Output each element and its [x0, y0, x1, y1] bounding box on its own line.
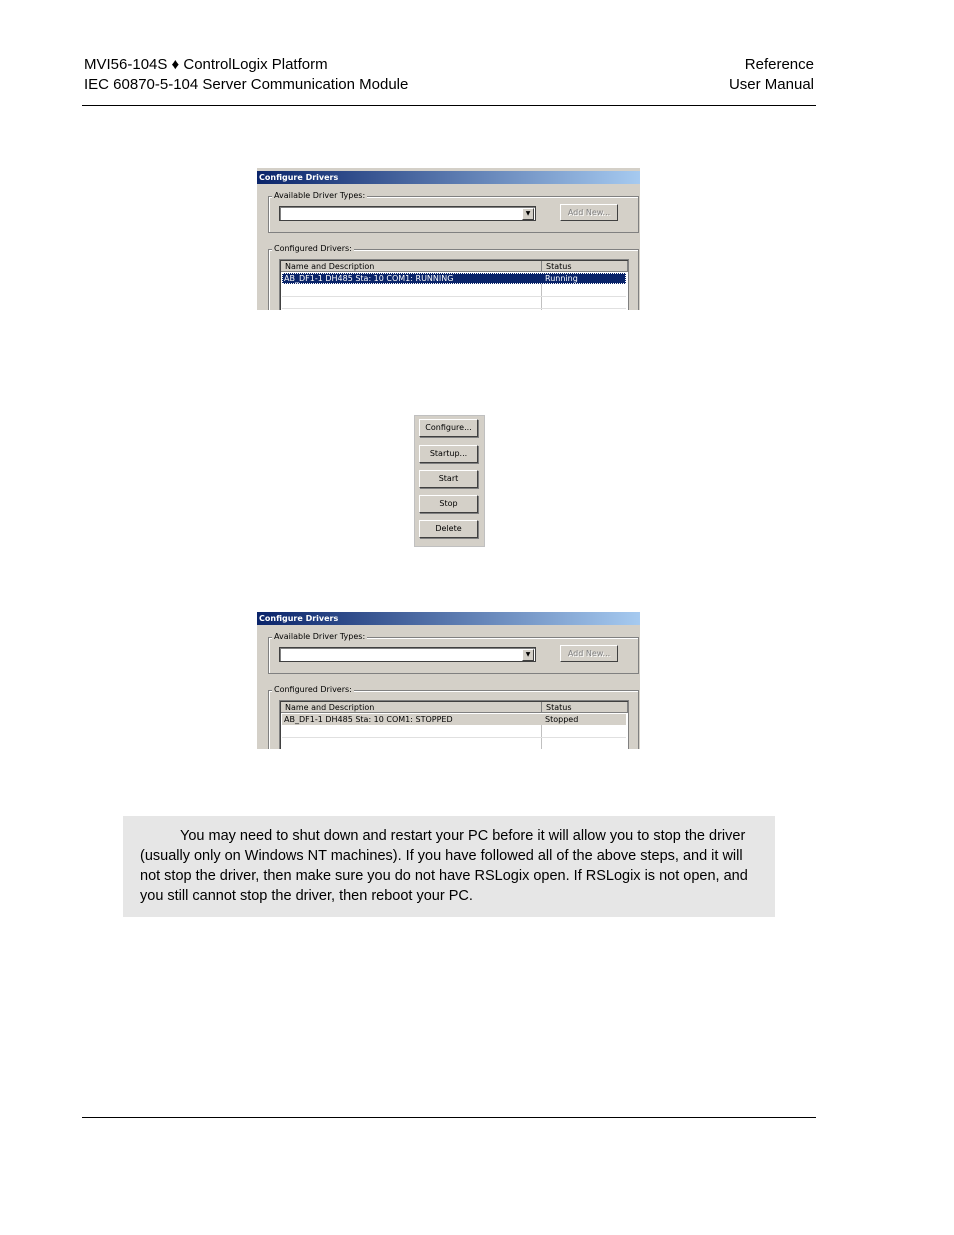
- note-box: [123, 816, 775, 917]
- header-doc-type: User Manual: [728, 76, 814, 93]
- available-driver-types-label: Available Driver Types:: [274, 191, 366, 200]
- driver-type-select[interactable]: [279, 647, 536, 662]
- chevron-down-icon[interactable]: ▼: [522, 208, 534, 220]
- header-left: [84, 55, 408, 95]
- header-product: MVI56-104S ♦ ControlLogix Platform: [84, 56, 328, 73]
- column-status-header[interactable]: Status: [542, 261, 628, 272]
- driver-name: AB_DF1-1 DH485 Sta: 10 COM1: RUNNING: [284, 274, 454, 283]
- dialog-title: Configure Drivers: [257, 612, 640, 625]
- configured-drivers-label: Configured Drivers:: [274, 244, 352, 253]
- column-name-header[interactable]: Name and Description: [281, 261, 542, 272]
- configured-drivers-list[interactable]: [279, 700, 629, 749]
- row-divider: [282, 296, 626, 297]
- column-name-header[interactable]: Name and Description: [281, 702, 542, 713]
- start-button[interactable]: Start: [419, 470, 478, 488]
- driver-status: Stopped: [545, 715, 579, 724]
- header-section: Reference: [744, 56, 814, 73]
- header-rule: [82, 105, 816, 106]
- chevron-down-icon[interactable]: ▼: [522, 649, 534, 661]
- driver-row[interactable]: [282, 714, 626, 725]
- row-divider: [282, 737, 626, 738]
- driver-actions-panel: [414, 415, 485, 547]
- delete-button[interactable]: Delete: [419, 520, 478, 538]
- add-new-button[interactable]: Add New...: [560, 645, 618, 662]
- configured-drivers-label: Configured Drivers:: [274, 685, 352, 694]
- column-status-header[interactable]: Status: [542, 702, 628, 713]
- header-module: IEC 60870-5-104 Server Communication Module: [84, 76, 409, 93]
- available-driver-types-label: Available Driver Types:: [274, 632, 366, 641]
- footer-rule: [82, 1117, 816, 1118]
- add-new-button[interactable]: Add New...: [560, 204, 618, 221]
- startup-button[interactable]: Startup...: [419, 445, 478, 463]
- driver-status: Running: [545, 274, 578, 283]
- driver-type-select[interactable]: [279, 206, 536, 221]
- dialog-title: Configure Drivers: [257, 171, 640, 184]
- configured-drivers-list[interactable]: [279, 259, 629, 310]
- driver-row[interactable]: [282, 273, 626, 284]
- configure-drivers-dialog-running: [257, 168, 640, 310]
- row-divider: [282, 308, 626, 309]
- stop-button[interactable]: Stop: [419, 495, 478, 513]
- header-right: [729, 55, 814, 95]
- driver-name: AB_DF1-1 DH485 Sta: 10 COM1: STOPPED: [284, 715, 453, 724]
- configure-button[interactable]: Configure...: [419, 419, 478, 437]
- note-text: You may need to shut down and restart your PC before it will allow you to stop the driver (usually only on Windows NT machines). If you have followed all of the above steps, and it will not stop the driver, then make sure you do not have RSLogix open. If RSLogix is not open, and you still cannot stop the driver, then reboot your PC.: [140, 828, 748, 904]
- configure-drivers-dialog-stopped: [257, 607, 640, 749]
- column-divider: [541, 284, 542, 310]
